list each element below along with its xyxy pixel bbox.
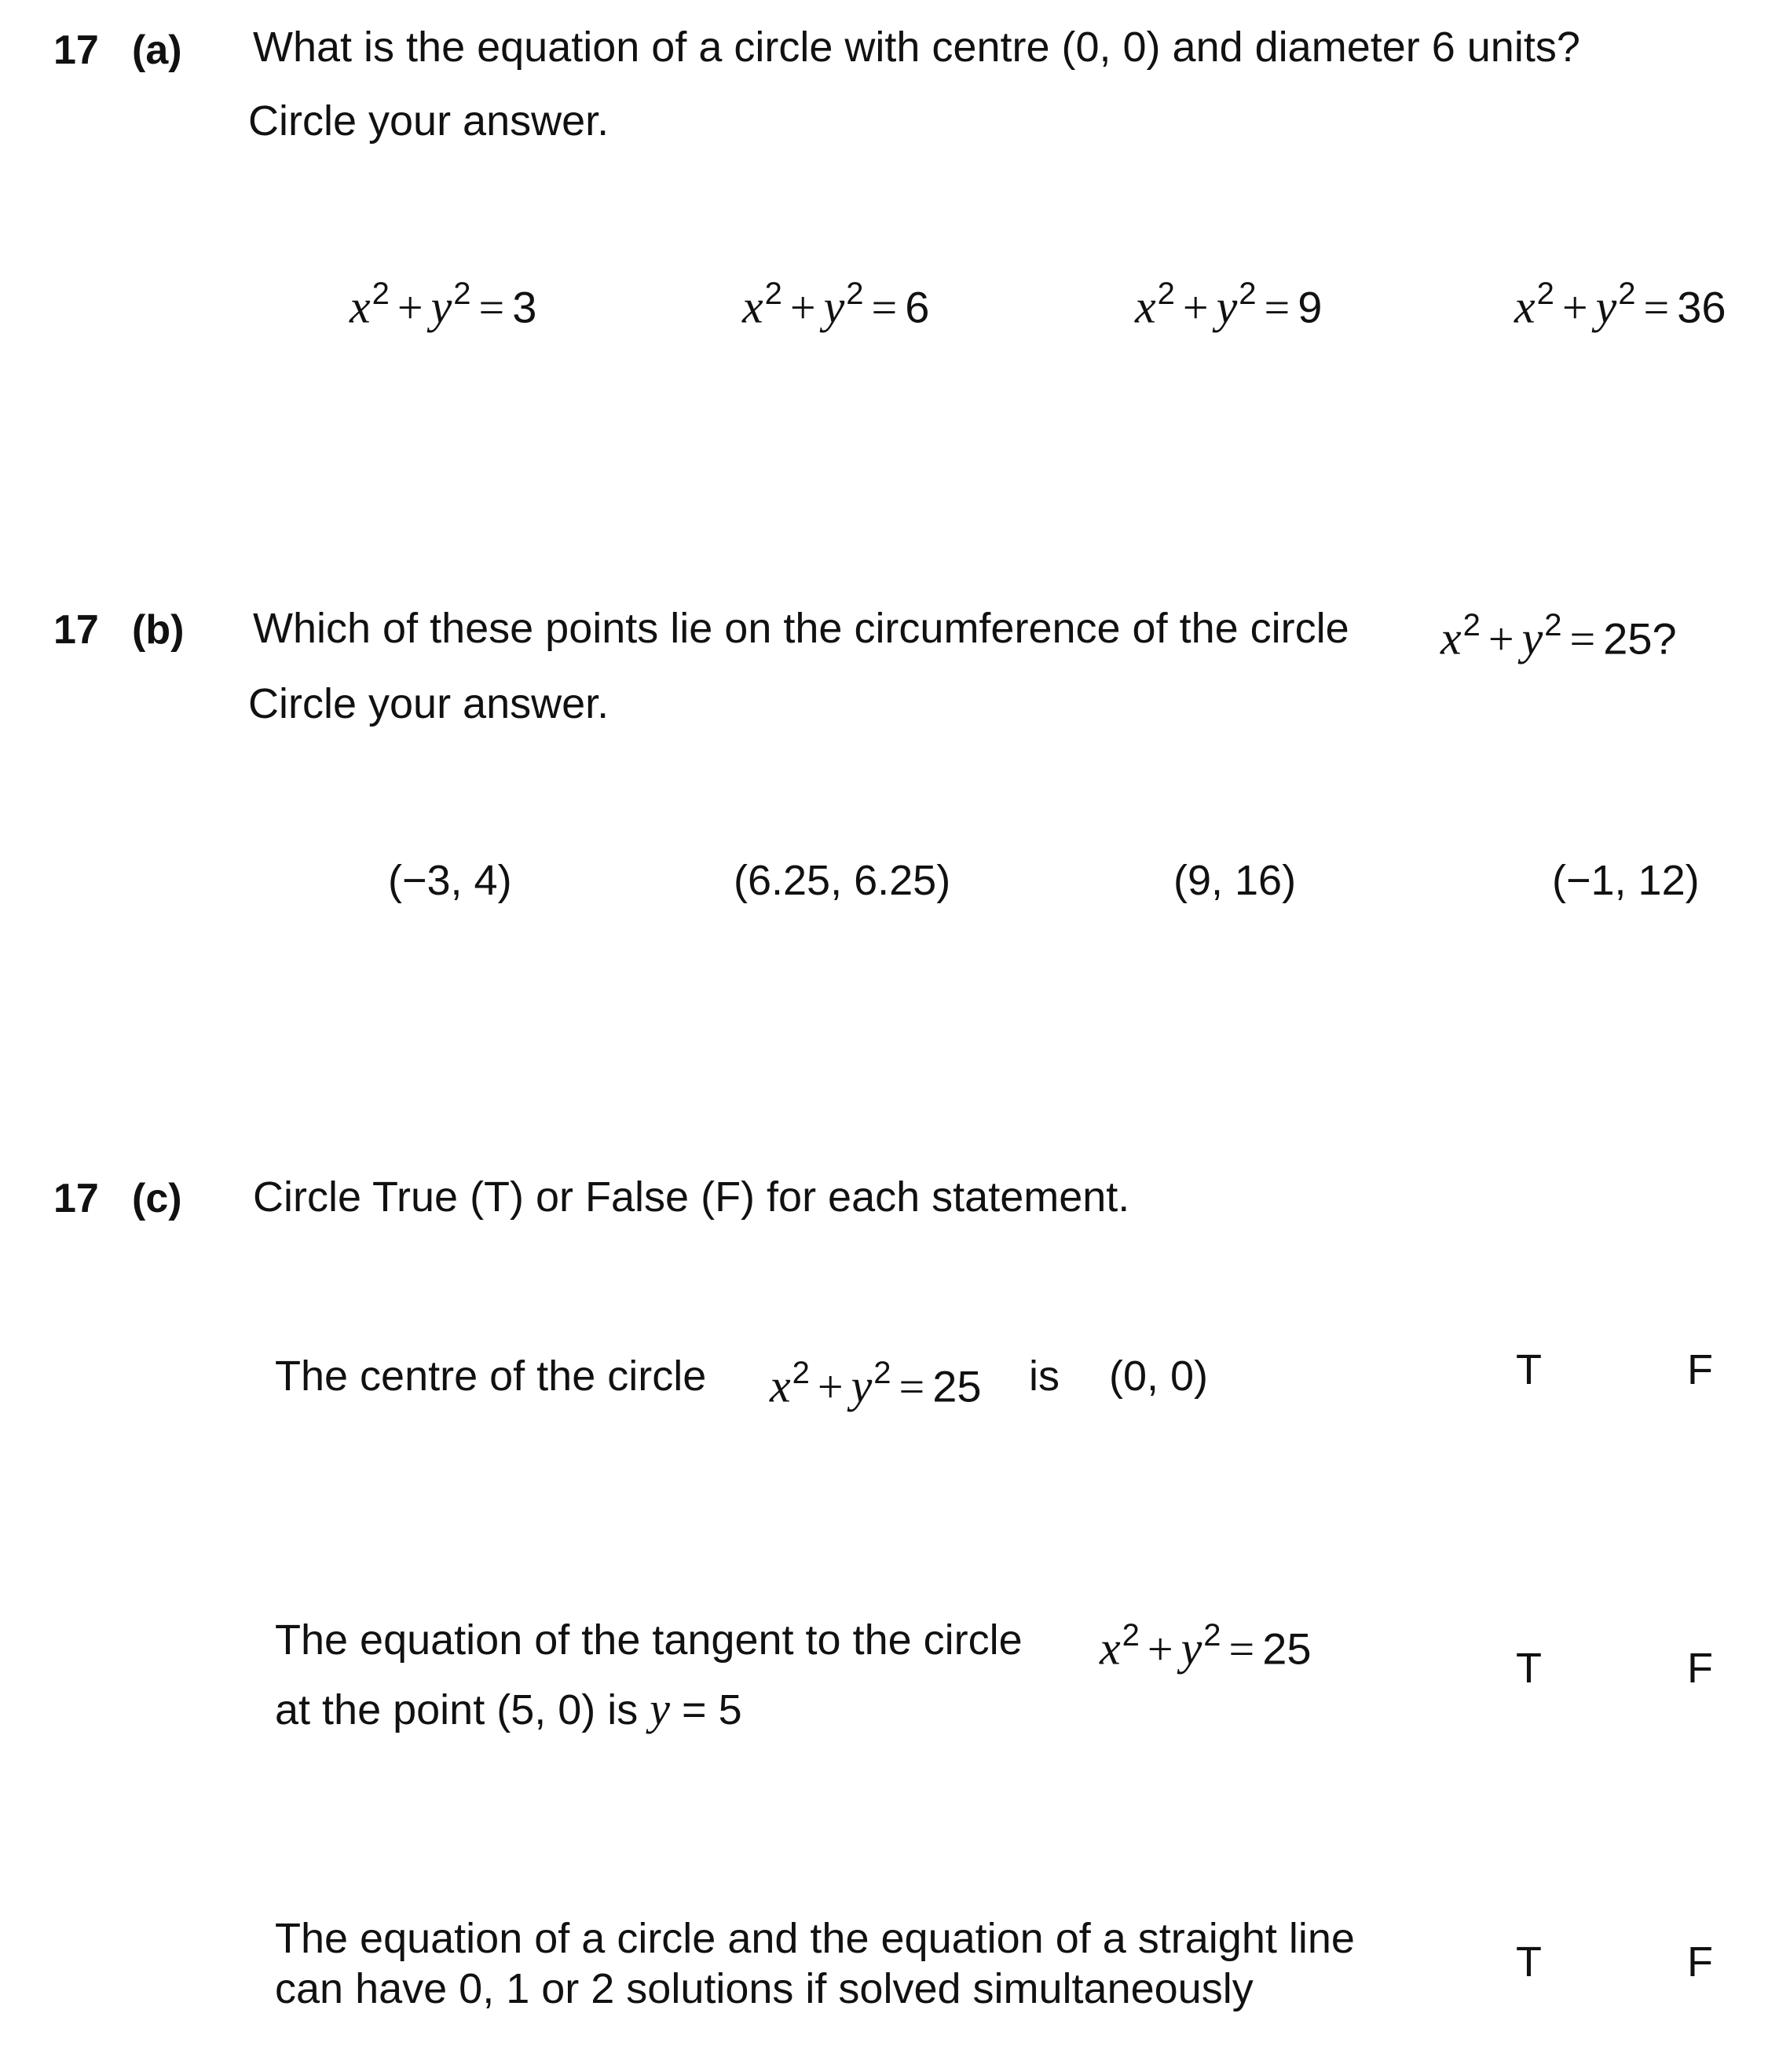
question-part-label: (c) [132,1176,182,1221]
question-part-label: (a) [132,27,182,73]
statement-text: The centre of the circle [275,1353,707,1400]
false-option[interactable]: F [1687,1645,1713,1692]
question-number: 17 [53,1176,99,1221]
statement-text: at the point (5, 0) is y = 5 [275,1683,742,1734]
statement-text: The equation of a circle and the equation of a straight line [275,1915,1355,1962]
statement-text: is [1029,1353,1060,1400]
answer-option-3[interactable]: $x^2 + y^2 = 9$ [1135,276,1323,333]
statement-equation: $x^2 + y^2 = 25$ [770,1356,982,1412]
question-part-label: (b) [132,607,185,653]
instruction-text: Circle your answer. [248,680,609,727]
statement-text: (0, 0) [1109,1353,1209,1400]
true-option[interactable]: T [1516,1645,1542,1692]
false-option[interactable]: F [1687,1938,1713,1986]
answer-option-1[interactable]: (−3, 4) [388,857,512,904]
answer-option-1[interactable]: $x^2 + y^2 = 3$ [350,276,537,333]
true-option[interactable]: T [1516,1346,1542,1393]
answer-option-4[interactable]: $x^2 + y^2 = 36$ [1514,276,1726,333]
instruction-text: Circle your answer. [248,97,609,145]
false-option[interactable]: F [1687,1346,1713,1393]
statement-text: can have 0, 1 or 2 solutions if solved simultaneously [275,1965,1254,2012]
question-text: Which of these points lie on the circumference of the circle [253,605,1349,652]
true-option[interactable]: T [1516,1938,1542,1986]
answer-option-4[interactable]: (−1, 12) [1552,857,1700,904]
question-text: What is the equation of a circle with centre (0, 0) and diameter 6 units? [253,24,1580,71]
instruction-text: Circle True (T) or False (F) for each statement. [253,1173,1130,1221]
question-number: 17 [53,27,99,73]
statement-text: The equation of the tangent to the circle [275,1616,1023,1664]
question-equation: $x^2 + y^2 = 25$? [1440,608,1677,664]
answer-option-3[interactable]: (9, 16) [1173,857,1297,904]
answer-option-2[interactable]: $x^2 + y^2 = 6$ [742,276,930,333]
answer-option-2[interactable]: (6.25, 6.25) [734,857,951,904]
question-number: 17 [53,607,99,653]
statement-equation: $x^2 + y^2 = 25$ [1100,1618,1312,1675]
